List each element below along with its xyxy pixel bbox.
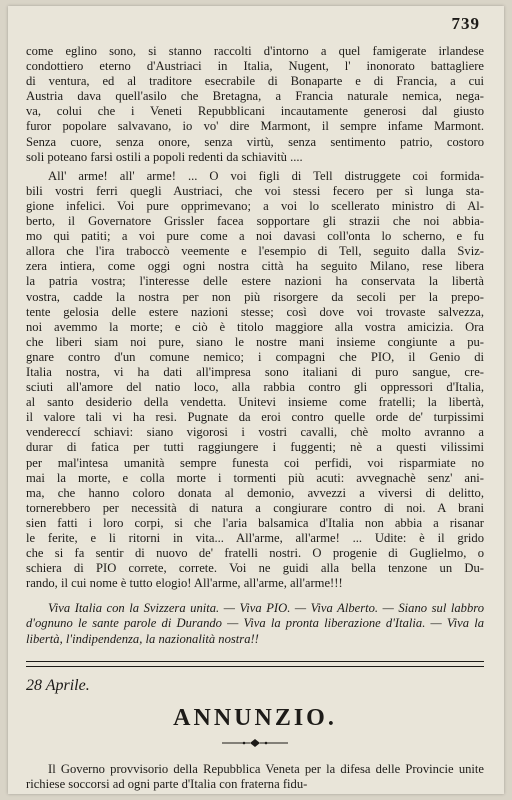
text-line: sciuti all'amore del natio loco, alla rabbia contro gli oppressori d'Italia, (26, 380, 484, 395)
text-line: bili vostri ferri quegli Austriaci, che voi stessi fecero per sì lunga sta- (26, 183, 484, 198)
text-line: berto, il Governatore Grissler facea sopportare gli strazii che noi abbia- (26, 214, 484, 229)
text-column (26, 44, 484, 792)
closing-paragraph: Il Governo provvisorio della Repubblica Veneta per la difesa delle Provincie unite richiese soccorsi ad ogni parte d'Italia con fraterna fidu- (26, 761, 484, 791)
paragraph-1 (26, 44, 484, 165)
text-line: zera intiera, come oggi ogni nostra città ha seguito Milano, rese libera (26, 259, 484, 274)
text-line: vendereccí schiavi: siano vigorosi i vostri cavalli, chè molto avranno a (26, 425, 484, 440)
text-line: le ferite, e li ritorni in vita... All'arme, all'arme! ... Udite: è il grido (26, 531, 484, 545)
text-line: Austria dava quell'asilo che Bretagna, a Francia naturale nemica, nega- (26, 89, 484, 104)
paragraph-2 (26, 169, 484, 592)
text-line: All' arme! all' arme! ... O voi figli di Tell distruggete coi formida- (48, 168, 484, 183)
text-line: gnare contro d'un comune nemico; i compagni che PIO, il Genio di (26, 349, 484, 364)
text-line: che si fa sentir di nuovo de' fratelli nostri. O progenie di Guglielmo, o (26, 546, 484, 561)
announcement-title: ANNUNZIO. (173, 704, 337, 731)
text-line: schiera di PIO correte, correte. Voi ne guidi alla bella tenzone un Du- (26, 561, 484, 576)
text-line: per mal'intesa umanità sempre funesta coi perfidi, voi risparmiate no (26, 455, 484, 470)
text-line: allora che l'ira traboccò veemente e l'esempio di Tell, seguito dalla Sviz- (26, 244, 484, 259)
text-line: sien fatti i loro corpi, si che l'aria balsamica d'Italia non abbia a risanar (26, 515, 484, 530)
text-line: la patria vostra; l'interesse delle estere nazioni ha conservata la libertà (26, 274, 484, 289)
text-line: durar di fatica per tutti raggiungere i fuggenti; nè a questi vilissimi (26, 440, 484, 455)
text-line: va, colui che i Veneti Repubblicani incautamente generosi dal giusto (26, 104, 484, 119)
text-line: Senza cuore, senza onore, senza virtù, senza sentimento patrio, costoro (26, 134, 484, 149)
ornament-divider-icon (220, 738, 290, 748)
text-line: tente gelosia delle estere nazioni stesse; così dove voi trovaste salvezza, (26, 304, 484, 319)
text-line: mai la morte, e colla morte i tormenti più acuti: avvegnachè senz' ani- (26, 470, 484, 485)
double-rule-divider (26, 661, 484, 667)
italic-exclamation-block: Viva Italia con la Svizzera unita. — Viva PIO. — Viva Alberto. — Siano sul labbro d'ognuno le sante parole di Durando — Viva la pronta liberazione d'Italia. — Viva la libertà, l'indipendenza, la nazionalità nostra!! (26, 601, 484, 646)
text-line: che liberi siam noi pure, siano le nostre mani insieme congiunte a pu- (26, 334, 484, 349)
text-line: ma, che hanno coloro donata al demonio, avvezzi a viversi di delitto, (26, 485, 484, 500)
text-line: noi avemmo la morte; e ciò è titolo maggiore alla vostra amicizia. Ora (26, 319, 484, 334)
text-line: gione infelici. Voi pure opprimevano; a voi lo scellerato ministro di Al- (26, 198, 484, 213)
text-line: rando, il cui nome è tutto elogio! All'arme, all'arme, all'arme!!! (26, 576, 343, 591)
text-line: al santo desiderio della vendetta. Unitevi insieme come fratelli; la libertà, (26, 395, 484, 410)
text-line: il valore tali vi ha resi. Pugnate da eroi contro quelle orde de' turpissimi (26, 410, 484, 425)
text-line: Italia nostra, vi ha dati all'impresa sono italiani di puro sangue, cre- (26, 364, 484, 379)
text-line: mo qui patiti; a voi pure come a noi davasi coll'onta lo scherno, e fu (26, 229, 484, 244)
text-line: soli poteano farsi ostili a popoli redenti da schiavitù .... (26, 149, 303, 164)
page (8, 6, 504, 794)
text-line: condottiero eterno d'Austriaci in Italia, Nugent, l' inonorato battagliere (26, 59, 484, 74)
text-line: vostra, cadde la nostra per non più risorgere da secoli per la prepo- (26, 289, 484, 304)
text-line: furor popolare salvavano, io vo' dire Marmont, il sempre infame Marmont. (26, 119, 484, 134)
date-line: 28 Aprile. (26, 676, 90, 694)
text-line: di ventura, ed al traditore esecrabile di Bonaparte e di Francia, a cui (26, 74, 484, 89)
text-line: come eglino sono, si stanno raccolti d'intorno a quel famigerate irlandese (26, 44, 484, 58)
text-line: tornerebbero per necessità di natura a congiurare contro di noi. A brani (26, 500, 484, 515)
page-number: 739 (451, 14, 480, 33)
